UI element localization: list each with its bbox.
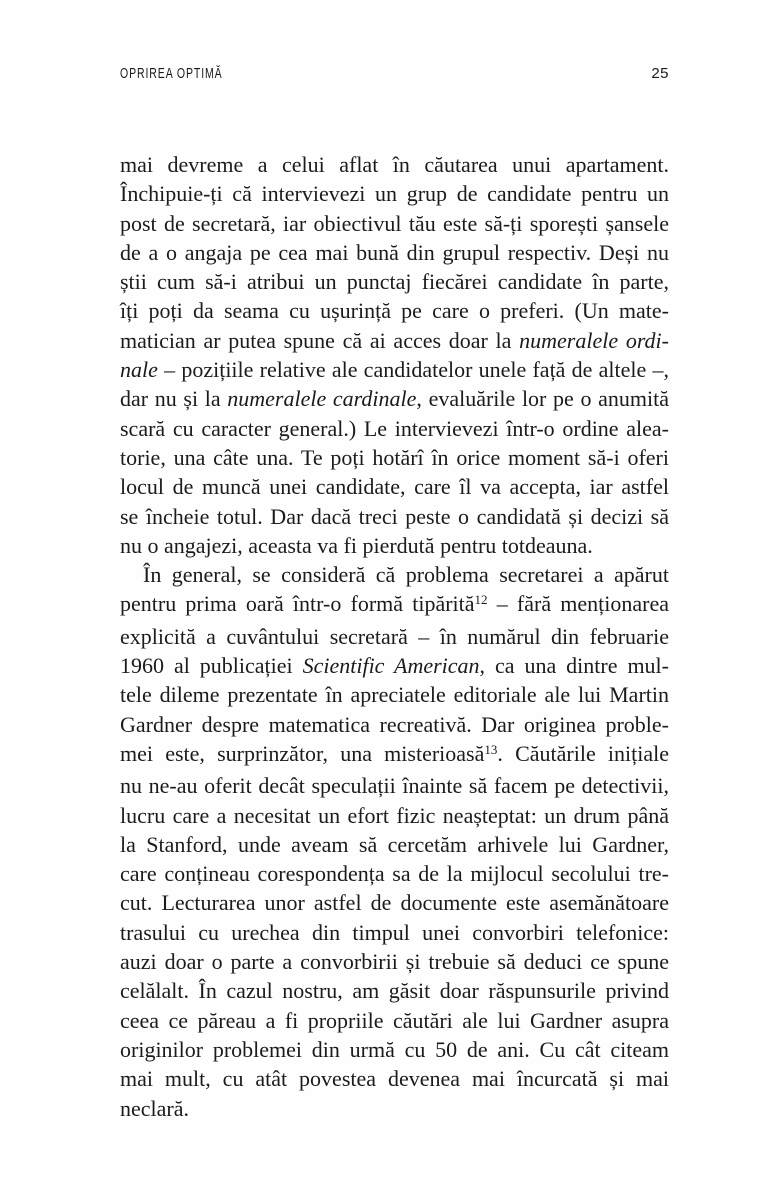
text-line <box>120 947 669 976</box>
text-run: știi cum să-i atribui un punctaj fiecărei candidate în parte, <box>120 269 669 295</box>
text-run: Închipuie-ți că intervievezi un grup de candidate pentru un <box>120 181 669 207</box>
text-line <box>120 414 669 443</box>
text-line <box>120 739 669 771</box>
text-run: de a o angaja pe cea mai bună din grupul respectiv. Deși nu <box>120 239 669 265</box>
page-number: 25 <box>651 65 669 82</box>
text-line <box>120 888 669 917</box>
text-run: nu ne-au oferit decât speculații înainte să facem pe detectivii, <box>120 773 669 799</box>
text-run: locul de muncă unei candidate, care îl va accepta, iar astfel <box>120 474 669 500</box>
text-line <box>120 472 669 501</box>
footnote-superscript: 13 <box>484 741 498 757</box>
italic-run: numeralele ordi- <box>519 327 669 353</box>
text-run: , evaluările lor pe o anumită <box>416 386 669 412</box>
text-run: explicită a cuvântului secretară – în numărul din februarie <box>120 623 669 649</box>
text-line <box>120 1064 669 1093</box>
text-line <box>120 1094 669 1123</box>
text-line <box>120 150 669 179</box>
text-line <box>120 622 669 651</box>
text-run: auzi doar o parte a convorbirii și trebuie să deduci ce spune <box>120 949 669 975</box>
text-run: torie, una câte una. Te poți hotărî în orice moment să-i oferi <box>120 444 669 470</box>
text-run: Gardner despre matematica recreativă. Dar originea proble- <box>120 711 669 737</box>
text-run: originilor problemei din urmă cu 50 de ani. Cu cât citeam <box>120 1036 669 1062</box>
text-run: se încheie totul. Dar dacă treci peste o candidată și decizi să <box>120 503 669 529</box>
text-line <box>120 502 669 531</box>
text-line <box>120 976 669 1005</box>
text-run: dar nu și la <box>120 386 228 412</box>
text-run: În general, se consideră că problema secretarei a apărut <box>143 562 669 588</box>
text-run: nu o angajezi, aceasta va fi pierdută pentru totdeauna. <box>120 532 593 558</box>
text-line <box>120 918 669 947</box>
text-line <box>120 1006 669 1035</box>
text-line <box>120 1035 669 1064</box>
running-head <box>120 65 669 82</box>
text-line <box>120 355 669 384</box>
text-run: la Stanford, unde aveam să cercetăm arhivele lui Gardner, <box>120 831 669 857</box>
italic-run: Scientific American <box>302 653 480 679</box>
text-line <box>120 830 669 859</box>
text-line <box>120 651 669 680</box>
text-line <box>120 384 669 413</box>
running-title: OPRIREA OPTIMĂ <box>120 65 223 82</box>
text-line <box>120 179 669 208</box>
text-run: . Căutările inițiale <box>497 740 669 766</box>
text-line <box>120 801 669 830</box>
italic-run: numeralele cardinale <box>227 386 417 412</box>
text-line <box>120 443 669 472</box>
text-run: ceea ce păreau a fi propriile căutări ale lui Gardner asupra <box>120 1007 669 1033</box>
paragraph <box>120 560 669 1123</box>
text-run: cut. Lecturarea unor astfel de documente este asemănătoare <box>120 890 669 916</box>
text-line <box>120 531 669 560</box>
text-line <box>120 710 669 739</box>
paragraph <box>120 150 669 560</box>
text-run: , ca una dintre mul- <box>479 653 669 679</box>
text-run: – fără menționarea <box>487 591 669 617</box>
text-run: celălalt. În cazul nostru, am găsit doar răspunsurile privind <box>120 978 669 1004</box>
text-run: tele dileme prezentate în apreciatele editoriale ale lui Martin <box>120 682 669 708</box>
text-line <box>120 589 669 621</box>
text-run: post de secretară, iar obiectivul tău este să-ți sporești șansele <box>120 210 669 236</box>
text-line <box>120 238 669 267</box>
text-run: îți poți da seama cu ușurință pe care o preferi. (Un mate- <box>120 298 669 324</box>
text-line <box>120 680 669 709</box>
text-line <box>120 326 669 355</box>
text-run: care conțineau corespondența sa de la mijlocul secolului tre- <box>120 861 669 887</box>
text-line <box>120 859 669 888</box>
text-run: mei este, surprinzător, una misterioasă <box>120 740 485 766</box>
text-run: scară cu caracter general.) Le intervievezi într-o ordine alea- <box>120 415 669 441</box>
text-run: 1960 al publicației <box>120 653 303 679</box>
text-run: mai devreme a celui aflat în căutarea unui apartament. <box>120 152 669 177</box>
text-run: trasului cu urechea din timpul unei convorbiri telefonice: <box>120 919 669 945</box>
body-text <box>120 150 669 1123</box>
text-line <box>120 560 669 589</box>
italic-run: nale <box>120 357 158 383</box>
text-line <box>120 267 669 296</box>
text-run: lucru care a necesitat un efort fizic neașteptat: un drum până <box>120 802 669 828</box>
footnote-superscript: 12 <box>474 592 488 608</box>
text-run: mai mult, cu atât povestea devenea mai încurcată și mai <box>120 1066 669 1092</box>
text-run: matician ar putea spune că ai acces doar la <box>120 327 520 353</box>
text-run: – pozițiile relative ale candidatelor unele față de altele –, <box>157 357 669 383</box>
text-run: pentru prima oară într-o formă tipărită <box>120 591 475 617</box>
text-line <box>120 771 669 800</box>
text-line <box>120 209 669 238</box>
text-line <box>120 296 669 325</box>
text-run: neclară. <box>120 1095 189 1121</box>
